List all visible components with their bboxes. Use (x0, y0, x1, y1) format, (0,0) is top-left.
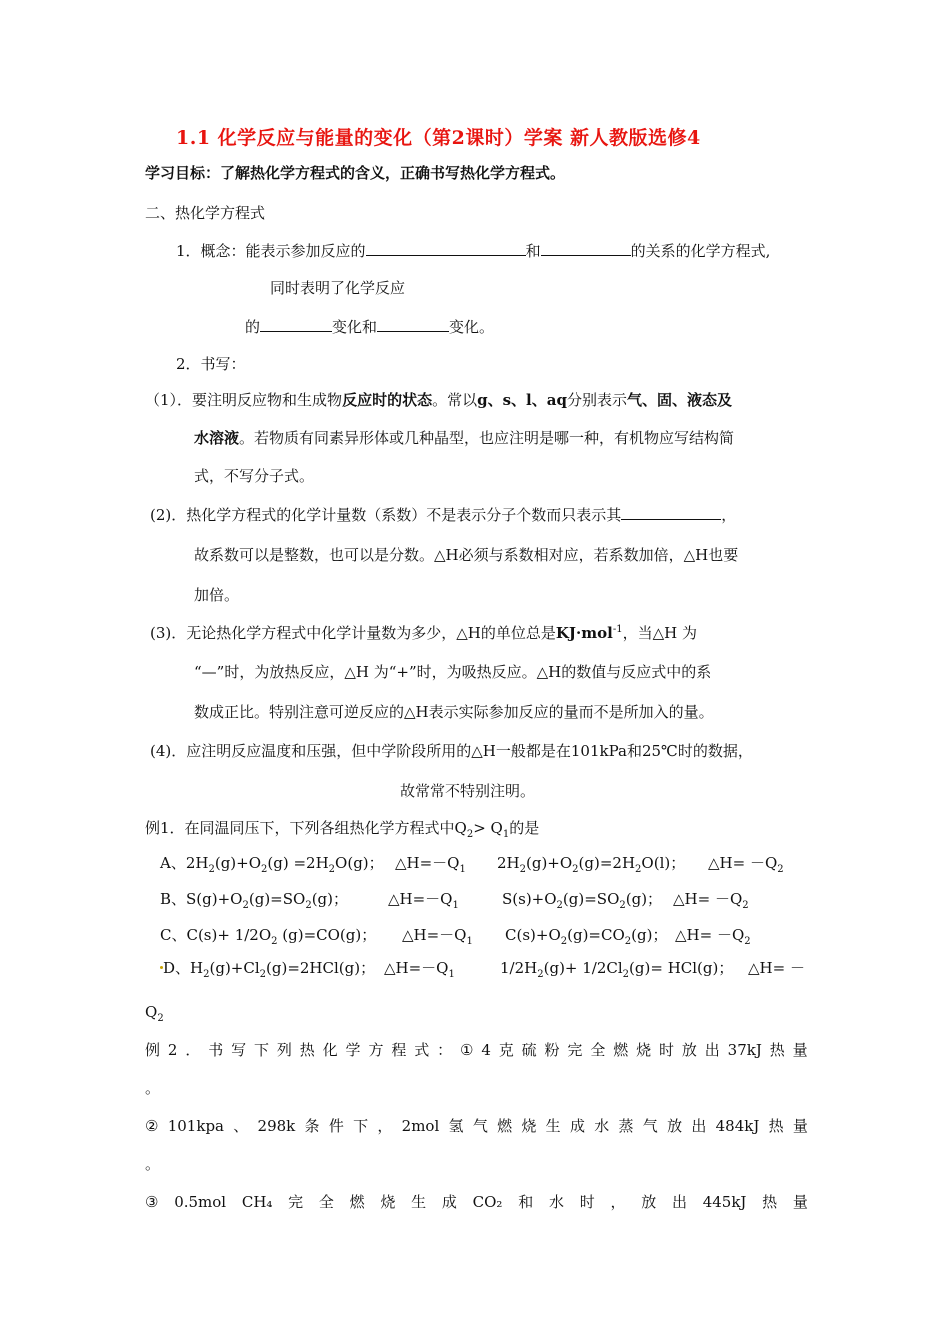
eq-text: A、2H (160, 854, 209, 872)
example-2-token: 例 (145, 1041, 161, 1059)
example-2-token: ③ (145, 1193, 159, 1211)
example-2-token: 烧 (521, 1117, 537, 1135)
example-2-token: 写 (231, 1041, 247, 1059)
item-number: (4)． (150, 742, 187, 760)
stem-text: > Q (473, 819, 503, 837)
example-2-token: 量 (792, 1193, 808, 1211)
example-2-token: 4 (481, 1041, 491, 1059)
subscript: 2 (744, 936, 751, 947)
eq-text: (g)+ 1/2Cl (543, 959, 623, 977)
option-b-equation-1 (160, 889, 348, 909)
learning-goal-text: 了解热化学方程式的含义，正确书写热化学方程式。 (220, 164, 566, 182)
subscript: 2 (328, 864, 336, 875)
example-2-token: ． (185, 1041, 201, 1059)
item-number: （1）． (145, 391, 193, 409)
option-b-equation-2 (502, 889, 662, 909)
eq-text: (g)+Cl (209, 959, 260, 977)
eq-text: C(s)+O (505, 926, 561, 944)
eq-text: (g)+O (526, 854, 573, 872)
item-text: 热化学方程式的化学计量数（系数）不是表示分子个数而只表示其 (186, 506, 622, 524)
item-1-line-1 (145, 390, 732, 410)
example-2-token: 方 (368, 1041, 384, 1059)
option-c-equation-2 (505, 925, 667, 945)
example-2-line-1 (145, 1040, 808, 1060)
subscript: 2 (305, 900, 312, 911)
subscript: 2 (157, 1013, 164, 1024)
eq-text: S(s)+O (502, 890, 557, 908)
writing-number: 2． (176, 355, 201, 373)
writing-label: 书写： (200, 355, 246, 373)
example-2-token: 放 (641, 1193, 657, 1211)
item-text-bold: 水溶液 (194, 429, 240, 447)
option-d-equation-2 (500, 958, 733, 978)
stem-text: 例1．在同温同压下，下列各组热化学方程式中Q (145, 819, 467, 837)
concept-text: 的 (245, 318, 261, 336)
example-2-token: ， (377, 1117, 393, 1135)
subscript: 2 (466, 829, 474, 840)
subscript: 2 (622, 969, 630, 980)
eq-text: (g)= HCl(g)； (629, 959, 734, 977)
item-text-bold: KJ·mol (555, 624, 613, 642)
fill-blank[interactable] (260, 316, 332, 332)
subscript: 1 (448, 969, 455, 980)
example-2-token: 出 (704, 1041, 720, 1059)
item-text: 要注明反应物和生成物 (192, 391, 343, 409)
example-2-token: 水 (594, 1117, 610, 1135)
dh-text: △H=－Q (388, 890, 453, 908)
item-2-line-2: 故系数可以是整数，也可以是分数。△H必须与系数相对应，若系数加倍，△H也要 (194, 546, 739, 564)
example-2-token: 烧 (636, 1041, 652, 1059)
example-2-token: 37kJ (727, 1041, 762, 1059)
example-2-token: 放 (667, 1117, 683, 1135)
dh-text: △H=－Q (395, 854, 460, 872)
item-3-line-1 (150, 623, 697, 643)
example-2-token: 量 (792, 1041, 808, 1059)
document-title: 1.1 化学反应与能量的变化（第2课时）学案 新人教版选修4 (176, 127, 701, 149)
dh-text: △H= －Q (673, 890, 743, 908)
learning-goal-label: 学习目标： (145, 164, 221, 182)
example-2-token: ① (460, 1041, 474, 1059)
item-1-line-2 (194, 428, 734, 448)
eq-text: (g)=CO (567, 926, 625, 944)
example-2-token: CH₄ (241, 1193, 273, 1211)
subscript: 2 (537, 969, 544, 980)
item-3-line-3: 数成正比。特别注意可逆反应的△H表示实际参加反应的量而不是所加入的量。 (194, 703, 714, 721)
example-2-token: 烧 (380, 1193, 396, 1211)
subscript: 2 (242, 900, 249, 911)
eq-text: (g)； (311, 890, 348, 908)
option-d-dh-1 (384, 958, 455, 978)
subscript: 2 (519, 864, 526, 875)
example-2-token: ② (145, 1117, 159, 1135)
eq-text: O(l)； (641, 854, 686, 872)
concept-text-c: 的关系的化学方程式, (630, 242, 771, 260)
subscript: 2 (624, 936, 632, 947)
example-2-token: 出 (671, 1193, 687, 1211)
option-d-equation-1 (163, 958, 375, 978)
example-2-token: 出 (691, 1117, 707, 1135)
dh-text: △H=－Q (402, 926, 467, 944)
example-2-token: 条 (304, 1117, 320, 1135)
example-2-token: 445kJ (702, 1193, 747, 1211)
dh-text: △H= －Q (708, 854, 778, 872)
example-2-token: CO₂ (472, 1193, 503, 1211)
item-text-bold: g、s、l、aq (477, 391, 567, 409)
fill-blank[interactable] (366, 240, 526, 256)
concept-text-b: 和 (525, 242, 541, 260)
example-2-token: 书 (208, 1041, 224, 1059)
eq-text: (g)=2HCl(g)； (266, 959, 376, 977)
item-text: ， (721, 506, 737, 524)
example-2-token: 全 (318, 1193, 334, 1211)
example-2-token: ， (610, 1193, 626, 1211)
fill-blank[interactable] (621, 504, 721, 520)
example-2-token: 程 (391, 1041, 407, 1059)
option-c-dh-2 (675, 925, 751, 945)
example-2-token: 克 (498, 1041, 514, 1059)
concept-text: 变化和 (332, 318, 378, 336)
item-text-bold: 气、固、液态及 (626, 391, 732, 409)
dh-text: △H=－Q (384, 959, 449, 977)
item-3-line-2: “—”时，为放热反应，△H 为“+”时，为吸热反应。△H的数值与反应式中的系 (194, 663, 712, 681)
example-2-token: 0.5mol (174, 1193, 227, 1211)
example-2-token: 列 (276, 1041, 292, 1059)
option-c-equation-1 (160, 925, 376, 945)
example-2-token: 成 (569, 1117, 585, 1135)
eq-text: C、C(s)+ 1/2O (160, 926, 272, 944)
item-1-line-3: 式，不写分子式。 (194, 467, 315, 485)
example-2-token: 件 (328, 1117, 344, 1135)
option-a-dh-1 (395, 853, 466, 873)
example-2-token: 粉 (544, 1041, 560, 1059)
option-c-dh-1 (402, 925, 473, 945)
concept-text: 变化。 (449, 318, 495, 336)
example-2-line-2 (145, 1116, 808, 1136)
eq-text: O(g)； (335, 854, 384, 872)
subscript: 2 (556, 900, 563, 911)
subscript: 1 (502, 829, 510, 840)
example-2-token: 放 (681, 1041, 697, 1059)
option-d-dh-2: △H= － (748, 959, 805, 977)
item-text: 无论热化学方程式中化学计量数为多少，△H的单位总是 (186, 624, 556, 642)
example-2-token: 、 (233, 1117, 249, 1135)
dh-text: Q (145, 1003, 158, 1021)
item-text: 。常以 (432, 391, 478, 409)
subscript: 2 (261, 864, 268, 875)
eq-text: (g)； (631, 926, 668, 944)
example-2-token: 燃 (613, 1041, 629, 1059)
eq-text: (g) =2H (267, 854, 329, 872)
example-2-token: 燃 (349, 1193, 365, 1211)
example-2-token: 101kpa (167, 1117, 224, 1135)
example-2-token: 热 (769, 1041, 785, 1059)
example-2-token: 学 (345, 1041, 361, 1059)
dh-text: △H= －Q (675, 926, 745, 944)
subscript: 1 (466, 936, 473, 947)
example-2-token: 时 (579, 1193, 595, 1211)
option-d-wrap (145, 1002, 164, 1022)
subscript: 2 (572, 864, 579, 875)
example-2-token: 热 (762, 1193, 778, 1211)
example-2-token: 量 (792, 1117, 808, 1135)
subscript: 2 (777, 864, 784, 875)
example-2-token: 燃 (497, 1117, 513, 1135)
example-2-line-3 (145, 1192, 808, 1212)
example-2-token: 2 (167, 1041, 178, 1059)
eq-text: 1/2H (500, 959, 538, 977)
eq-text: 2H (497, 854, 520, 872)
eq-text: (g)； (625, 890, 663, 908)
eq-text: (g)=CO(g)； (277, 926, 377, 944)
item-text-bold: 反应时的状态 (342, 391, 433, 409)
example-2-token: 水 (548, 1193, 564, 1211)
eq-text: (g)+O (214, 854, 262, 872)
example-2-token: 484kJ (715, 1117, 760, 1135)
example-2-token: 全 (590, 1041, 606, 1059)
example-1-stem (145, 818, 539, 838)
example-2-token: 时 (658, 1041, 674, 1059)
superscript: -1 (612, 624, 623, 635)
learning-goal (145, 163, 565, 183)
item-text: ，当△H 为 (622, 624, 697, 642)
concept-line-1 (176, 240, 770, 261)
subscript: 2 (635, 864, 642, 875)
example-2-token: 成 (441, 1193, 457, 1211)
example-2-token: 热 (768, 1117, 784, 1135)
eq-text: (g)=SO (562, 890, 620, 908)
subscript: 2 (742, 900, 749, 911)
example-2-line-1-end: 。 (145, 1079, 161, 1097)
example-2-token: ： (437, 1041, 453, 1059)
example-2-token: 化 (322, 1041, 338, 1059)
example-2-token: 生 (411, 1193, 427, 1211)
fill-blank[interactable] (377, 316, 449, 332)
example-2-token: 和 (518, 1193, 534, 1211)
subscript: 2 (259, 969, 267, 980)
subscript: 2 (271, 936, 278, 947)
stem-text: 的是 (509, 819, 540, 837)
eq-text: B、S(g)+O (160, 890, 243, 908)
subscript: 2 (208, 864, 215, 875)
section-heading: 二、热化学方程式 (145, 204, 266, 222)
writing-heading (176, 354, 246, 374)
option-b-dh-2 (673, 889, 749, 909)
example-2-token: 气 (642, 1117, 658, 1135)
example-2-token: 298k (257, 1117, 296, 1135)
eq-text: (g)=2H (578, 854, 636, 872)
example-2-token: 硫 (521, 1041, 537, 1059)
eq-text: (g)=SO (248, 890, 306, 908)
subscript: 1 (452, 900, 459, 911)
option-a-equation-2 (497, 853, 685, 873)
concept-line-3 (245, 316, 494, 337)
subscript: 2 (619, 900, 626, 911)
item-4-line-2: 故常常不特别注明。 (400, 782, 536, 800)
item-2-line-3: 加倍。 (194, 586, 240, 604)
item-text: 应注明反应温度和压强，但中学阶段所用的△H一般都是在101kPa和25℃时的数据， (186, 742, 753, 760)
example-2-token: 热 (299, 1041, 315, 1059)
option-a-dh-2 (708, 853, 784, 873)
example-2-token: 2mol (401, 1117, 440, 1135)
example-2-token: 式 (414, 1041, 430, 1059)
fill-blank[interactable] (541, 240, 631, 256)
example-2-token: 蒸 (618, 1117, 634, 1135)
item-text: 分别表示 (566, 391, 627, 409)
concept-text-a: 概念：能表示参加反应的 (200, 242, 366, 260)
item-text: 。若物质有同素异形体或几种晶型，也应注明是哪一种，有机物应写结构简 (239, 429, 735, 447)
item-2-line-1 (150, 504, 736, 525)
subscript: 2 (560, 936, 568, 947)
example-2-token: 下 (253, 1041, 269, 1059)
example-2-token: 完 (567, 1041, 583, 1059)
concept-number: 1． (176, 242, 201, 260)
eq-text: D、H (163, 959, 204, 977)
example-2-token: 氢 (448, 1117, 464, 1135)
item-number: (3)． (150, 624, 187, 642)
option-a-equation-1 (160, 853, 384, 873)
example-2-token: 完 (288, 1193, 304, 1211)
subscript: 2 (203, 969, 210, 980)
example-2-line-2-end: 。 (145, 1155, 161, 1173)
item-4-line-1 (150, 741, 753, 761)
option-b-dh-1 (388, 889, 459, 909)
example-2-token: 下 (353, 1117, 369, 1135)
example-2-token: 生 (545, 1117, 561, 1135)
subscript: 1 (459, 864, 466, 875)
concept-line-2: 同时表明了化学反应 (270, 279, 406, 297)
example-2-token: 气 (472, 1117, 488, 1135)
item-number: (2)． (150, 506, 187, 524)
